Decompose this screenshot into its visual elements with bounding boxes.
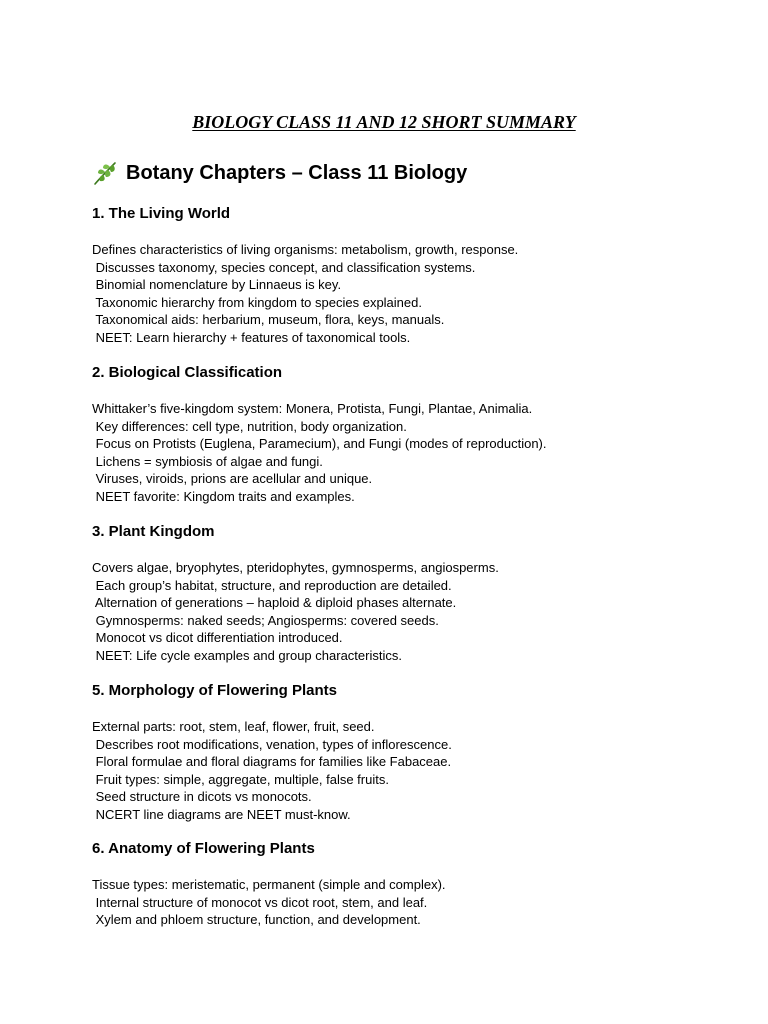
section-lines	[92, 876, 712, 929]
section-line: Fruit types: simple, aggregate, multiple, false fruits.	[92, 771, 389, 787]
section-lines	[92, 241, 712, 347]
section-line: NEET: Life cycle examples and group characteristics.	[92, 647, 402, 663]
section-line: Covers algae, bryophytes, pteridophytes, gymnosperms, angiosperms.	[92, 560, 499, 575]
chapter-heading-text: Botany Chapters – Class 11 Biology	[126, 162, 468, 184]
section-line: Discusses taxonomy, species concept, and classification systems.	[92, 259, 476, 275]
section-line: Binomial nomenclature by Linnaeus is key.	[92, 277, 342, 293]
chapter-heading	[92, 159, 467, 187]
herb-leaf-icon	[92, 160, 118, 186]
section-heading: 6. Anatomy of Flowering Plants	[92, 840, 315, 857]
section-morphology-flowering-plants	[92, 681, 712, 824]
section-line: Focus on Protists (Euglena, Paramecium), and Fungi (modes of reproduction).	[92, 436, 547, 452]
section-anatomy-flowering-plants	[92, 839, 712, 929]
section-line: Lichens = symbiosis of algae and fungi.	[92, 453, 323, 469]
section-heading: 5. Morphology of Flowering Plants	[92, 682, 338, 699]
section-heading: 2. Biological Classification	[92, 364, 283, 381]
section-line: NCERT line diagrams are NEET must-know.	[92, 806, 351, 822]
section-line: External parts: root, stem, leaf, flower, fruit, seed.	[92, 719, 375, 734]
section-lines	[92, 718, 712, 824]
section-living-world	[92, 204, 712, 347]
section-line: Describes root modifications, venation, types of inflorescence.	[92, 736, 452, 752]
section-line: Each group’s habitat, structure, and reproduction are detailed.	[92, 577, 452, 593]
section-line: Monocot vs dicot differentiation introduced.	[92, 630, 343, 646]
section-heading: 3. Plant Kingdom	[92, 523, 215, 540]
section-line: Internal structure of monocot vs dicot root, stem, and leaf.	[92, 894, 428, 910]
section-line: Seed structure in dicots vs monocots.	[92, 789, 312, 805]
section-line: NEET favorite: Kingdom traits and examples.	[92, 488, 355, 504]
section-biological-classification	[92, 363, 712, 506]
section-line: Taxonomic hierarchy from kingdom to species explained.	[92, 294, 422, 310]
section-line: NEET: Learn hierarchy + features of taxonomical tools.	[92, 329, 411, 345]
section-line: Floral formulae and floral diagrams for families like Fabaceae.	[92, 754, 452, 770]
section-lines	[92, 559, 712, 665]
section-line: Key differences: cell type, nutrition, body organization.	[92, 418, 407, 434]
section-line: Gymnosperms: naked seeds; Angiosperms: covered seeds.	[92, 612, 439, 628]
document-title: BIOLOGY CLASS 11 AND 12 SHORT SUMMARY	[192, 112, 576, 132]
section-line: Viruses, viroids, prions are acellular and unique.	[92, 471, 373, 487]
section-line: Alternation of generations – haploid & diploid phases alternate.	[92, 595, 457, 611]
section-line: Taxonomical aids: herbarium, museum, flora, keys, manuals.	[92, 312, 445, 328]
section-line: Tissue types: meristematic, permanent (simple and complex).	[92, 877, 446, 892]
section-line: Xylem and phloem structure, function, and development.	[92, 912, 421, 928]
section-line: Whittaker’s five-kingdom system: Monera, Protista, Fungi, Plantae, Animalia.	[92, 401, 533, 416]
section-heading: 1. The Living World	[92, 205, 231, 222]
section-line: Defines characteristics of living organisms: metabolism, growth, response.	[92, 242, 519, 257]
section-lines	[92, 400, 712, 506]
section-plant-kingdom	[92, 522, 712, 665]
